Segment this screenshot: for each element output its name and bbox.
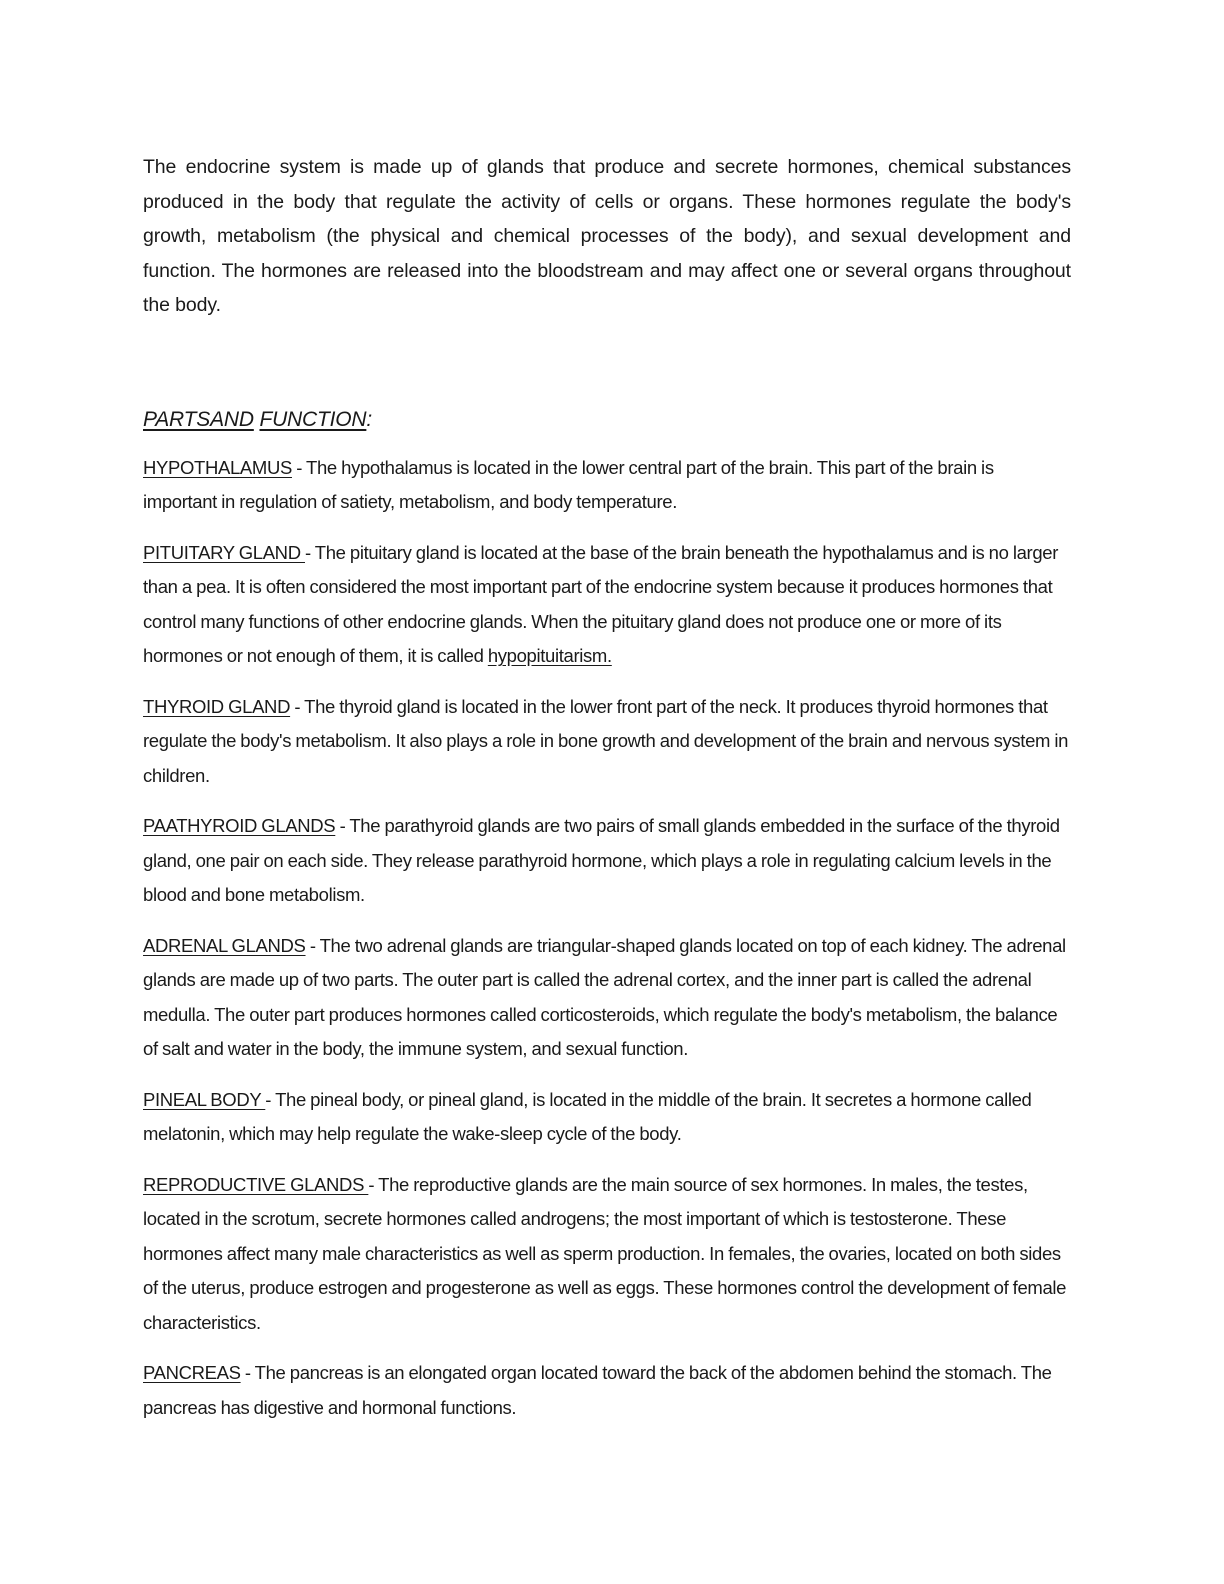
entry-hypothalamus xyxy=(143,451,1071,520)
entry-text: - The thyroid gland is located in the lower front part of the neck. It produces thyroid hormones that regulate the body's metabolism. It also plays a role in bone growth and development of the brain and nervous system in children. xyxy=(143,695,1069,786)
section-heading-part2: FUNCTION xyxy=(259,407,367,431)
entry-text: - The pineal body, or pineal gland, is located in the middle of the brain. It secretes a hormone called melatonin, which may help regulate the wake-sleep cycle of the body. xyxy=(143,1088,1032,1144)
entry-term: PAATHYROID GLANDS xyxy=(143,815,336,836)
section-heading-part1: PARTSAND xyxy=(143,407,254,431)
hypopituitarism-link[interactable]: hypopituitarism. xyxy=(487,645,612,666)
entry-text: - The hypothalamus is located in the lower central part of the brain. This part of the brain is important in regulation of satiety, metabolism, and body temperature. xyxy=(143,456,994,512)
entry-pancreas xyxy=(143,1356,1071,1425)
section-heading-suffix: : xyxy=(366,407,372,431)
entry-text: - The two adrenal glands are triangular-shaped glands located on top of each kidney. The adrenal glands are made up of two parts. The outer part is called the adrenal cortex, and the inner part is called the adrenal medulla. The outer part produces hormones called corticosteroids, which regulate the body's metabolism, the balance of salt and water in the body, the immune system, and sexual function. xyxy=(143,934,1066,1059)
entry-adrenal-glands xyxy=(143,929,1071,1067)
entry-term: PINEAL BODY xyxy=(143,1088,266,1110)
section-heading xyxy=(143,405,1071,435)
entry-term: REPRODUCTIVE GLANDS xyxy=(143,1173,369,1195)
entry-term: THYROID GLAND xyxy=(143,695,291,717)
entry-text: - The reproductive glands are the main source of sex hormones. In males, the testes, located in the scrotum, secrete hormones called androgens; the most important of which is testosterone. These hormones affect many male characteristics as well as sperm production. In females, the ovaries, located on both sides of the uterus, produce estrogen and progesterone as well as eggs. These hormones control the development of female characteristics. xyxy=(143,1173,1067,1333)
entry-reproductive-glands xyxy=(143,1168,1071,1341)
entry-parathyroid-glands xyxy=(143,809,1071,913)
entry-text: - The pancreas is an elongated organ located toward the back of the abdomen behind the stomach. The pancreas has digestive and hormonal functions. xyxy=(143,1362,1052,1418)
entry-text: - The pituitary gland is located at the base of the brain beneath the hypothalamus and is no larger than a pea. It is often considered the most important part of the endocrine system because it produces hormones that control many functions of other endocrine glands. When the pituitary gland does not produce one or more of its hormones or not enough of them, it is called xyxy=(143,541,1059,666)
entry-pituitary-gland xyxy=(143,536,1071,674)
entry-text: - The parathyroid glands are two pairs of small glands embedded in the surface of the thyroid gland, one pair on each side. They release parathyroid hormone, which plays a role in regulating calcium levels in the blood and bone metabolism. xyxy=(143,815,1060,905)
entry-thyroid-gland xyxy=(143,690,1071,794)
entry-term: PITUITARY GLAND xyxy=(143,541,305,563)
document-page xyxy=(143,150,1071,1425)
entry-term: ADRENAL GLANDS xyxy=(143,934,306,956)
entry-term: HYPOTHALAMUS xyxy=(143,456,292,478)
intro-paragraph: The endocrine system is made up of glands that produce and secrete hormones, chemical substances produced in the body that regulate the activity of cells or organs. These hormones regulate the body's growth, metabolism (the physical and chemical processes of the body), and sexual development and function. The hormones are released into the bloodstream and may affect one or several organs throughout the body. xyxy=(143,156,1071,316)
entry-term: PANCREAS xyxy=(143,1362,241,1383)
entry-pineal-body xyxy=(143,1083,1071,1152)
